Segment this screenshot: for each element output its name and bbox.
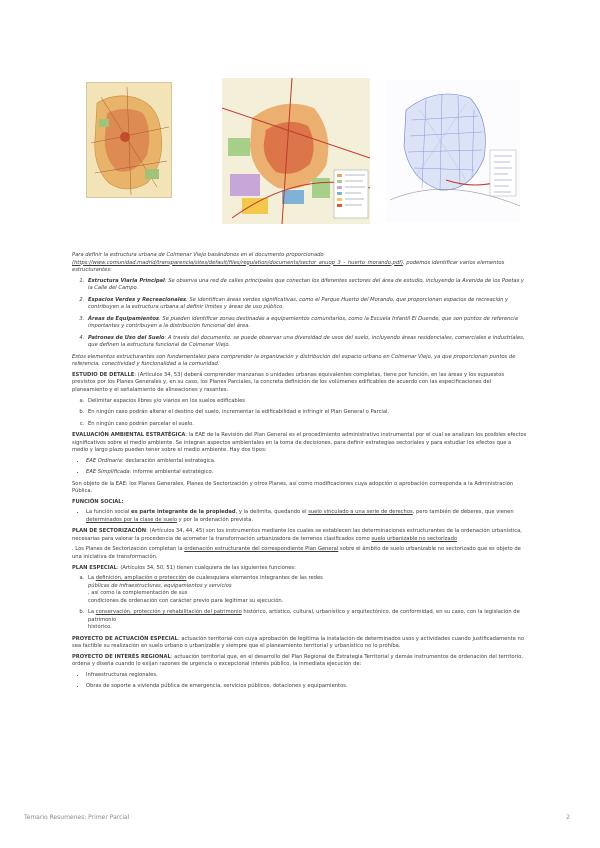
summary-paragraph: Estos elementos estructurantes son fundamentales para comprender la organización y distribución del espacio urbano en Colmenar Viejo, ya que proporcionan puntos de referencia, conectividad y funcionalidad a la comunidad. bbox=[72, 353, 516, 368]
list-item: • La función social es parte integrante de la propiedad, y la delimita, quedando el suelo vinculado a una serie de derechos, pero también de deberes, que vienen determinados por la clase de suelo y por la ordenación prevista. bbox=[86, 509, 528, 524]
maps-row bbox=[86, 78, 526, 226]
plan-especial-paragraph: PLAN ESPECIAL: (Artículos 34, 50, 51) tienen cualquiera de las siguientes funciones: bbox=[72, 564, 296, 571]
eae-paragraph: EVALUACIÓN AMBIENTAL ESTRATÉGICA: la EAE de la Revisión del Plan General es el procedimiento administrativo instrumental por el cual se analizan los posibles efectos significativos sobre el medio ambiente. Se integran aspectos ambientales en la toma de decisiones, para definir estrategias sectoriales y para estudiar los efectos que a medio y largo plazo pueden tener sobre el medio ambiente. Hay dos tipos: bbox=[72, 432, 527, 454]
funcion-social-heading: FUNCIÓN SOCIAL: bbox=[72, 498, 124, 505]
intro-text-end: , podemos identificar varios elementos estructurantes: bbox=[72, 259, 505, 274]
proyecto-interes-list bbox=[72, 672, 528, 691]
eae-types-list bbox=[72, 458, 528, 477]
proyecto-interes-paragraph: PROYECTO DE INTERÉS REGIONAL: actuación territorial que, en el desarrollo del Plan Regional de Estrategia Territorial y demás instrumentos de ordenación del territorio, ordena y diseña cuando lo exijan razones de urgencia o excepcional interés público, la inmediata ejecución de: bbox=[72, 653, 523, 668]
list-item: • Infraestructuras regionales. bbox=[86, 672, 528, 680]
map-image-historic bbox=[86, 82, 172, 198]
structural-elements-list bbox=[72, 278, 528, 350]
list-item: • EAE Ordinaria: declaración ambiental estratégica. bbox=[86, 458, 528, 466]
list-item: b. En ningún caso podrán alterar el destino del suelo, incrementar la edificabilidad e infringir el Plan General o Parcial. bbox=[86, 409, 528, 417]
intro-text: Para definir la estructura urbana de Colmenar Viejo basándonos en el documento proporcionado bbox=[72, 252, 324, 258]
list-item: a. Delimitar espacios libres y/o viarios en los suelos edificables bbox=[86, 398, 528, 406]
list-item: 1. Estructura Viaria Principal: Se observa una red de calles principales que conectan los diferentes sectores del área de estudio, incluyendo la Avenida de los Poetas y la Calle del Campo. bbox=[86, 278, 528, 293]
plan-especial-list bbox=[72, 575, 528, 632]
intro-paragraph bbox=[72, 252, 528, 275]
map-image-zoning bbox=[222, 78, 370, 224]
list-item: • EAE Simplificada: informe ambiental estratégico. bbox=[86, 469, 528, 477]
document-body bbox=[72, 252, 528, 695]
funcion-social-list bbox=[72, 509, 528, 524]
source-link[interactable]: (https://www.comunidad.madrid/transparencia/sites/default/files/regulation/documents/sector_anuop_3_-_huerto_morando.pdf) bbox=[72, 259, 403, 266]
list-item: 4. Patrones de Uso del Suelo: A través del documento, se puede observar una diversidad de usos del suelo, incluyendo áreas residenciales, comerciales e industriales, que definen la estructura funcional de Colmenar Viejo. bbox=[86, 335, 528, 350]
map-image-parcels bbox=[386, 80, 520, 222]
list-item: • Obras de soporte a vivienda pública de emergencia, servicios públicos, dotaciones y equipamientos. bbox=[86, 683, 528, 691]
eae-note: Son objeto de la EAE: los Planes Generales, Planes de Sectorización y otros Planes, así como modificaciones cuya adopción o aprobación corresponda a la Administración Pública. bbox=[72, 480, 514, 495]
page-number: 2 bbox=[566, 814, 570, 821]
plan-sectorizacion-paragraph: PLAN DE SECTORIZACIÓN: (Artículos 34, 44, 45) son los instrumentos mediante los cuales se establecen las determinaciones estructurantes de la ordenación urbanística, necesarias para valorar la procedencia de acometer la transformación urbanizadora de terrenos clasificados como suelo urbanizable no sectorizado bbox=[72, 528, 522, 542]
estudio-detalle-paragraph: ESTUDIO DE DETALLE: (Artículos 34, 53) deberá comprender manzanas o unidades urbanas equivalentes completas, tiene por función, en las áreas y los supuestos previstos por los Planes Generales y, en su caso, los Planes Parciales, la concreta definición de los volúmenes edificables de acuerdo con las especificaciones del planeamiento y el señalamiento de alineaciones y rasantes. bbox=[72, 371, 505, 393]
plan-sectorizacion-cont: . Los Planes de Sectorización completan la ordenación estructurante del correspondiente Plan General sobre el ámbito de suelo urbanizable no sectorizado que es objeto de una iniciativa de transformación. bbox=[72, 546, 521, 560]
footer-title: Temario Resumenes: Primer Parcial bbox=[24, 814, 130, 821]
estudio-detalle-list bbox=[72, 398, 528, 429]
list-item: b. La conservación, protección y rehabilitación del patrimonio histórico, artístico, cultural, urbanístico y arquitectónico, de conformidad, en su caso, con la legislación de patrimonio histórico. bbox=[86, 609, 528, 632]
list-item: 2. Espacios Verdes y Recreacionales: Se identifican áreas verdes significativas, como el Parque Huerto del Morando, que proporcionan espacios de recreación y contribuyen a la estructura urbana al definir límites y áreas de uso público. bbox=[86, 297, 528, 312]
proyecto-actuacion-paragraph: PROYECTO DE ACTUACIÓN ESPECIAL: actuación territorial con cuya aprobación de legitima la instalación de determinados usos y actividades cuando justificadamente no sea factible su realización en suelo urbano o urbanizable y siempre que el planeamiento territorial y urbanístico no lo prohíba. bbox=[72, 635, 525, 650]
list-item: 3. Áreas de Equipamientos: Se pueden identificar zonas destinadas a equipamientos comunitarios, como la Escuela Infantil El Duende, que son puntos de referencia importantes y contribuyen a la distribución funcional del área. bbox=[86, 316, 528, 331]
list-item: a. La definición, ampliación o protección de cualesquiera elementos integrantes de las redes públicas de infraestructuras, equipamientos y servicios , así como la complementación de sus condiciones de ordenación con carácter previo para legitimar su ejecución. bbox=[86, 575, 528, 605]
list-item: c. En ningún caso podrán parcelar el suelo. bbox=[86, 421, 528, 429]
